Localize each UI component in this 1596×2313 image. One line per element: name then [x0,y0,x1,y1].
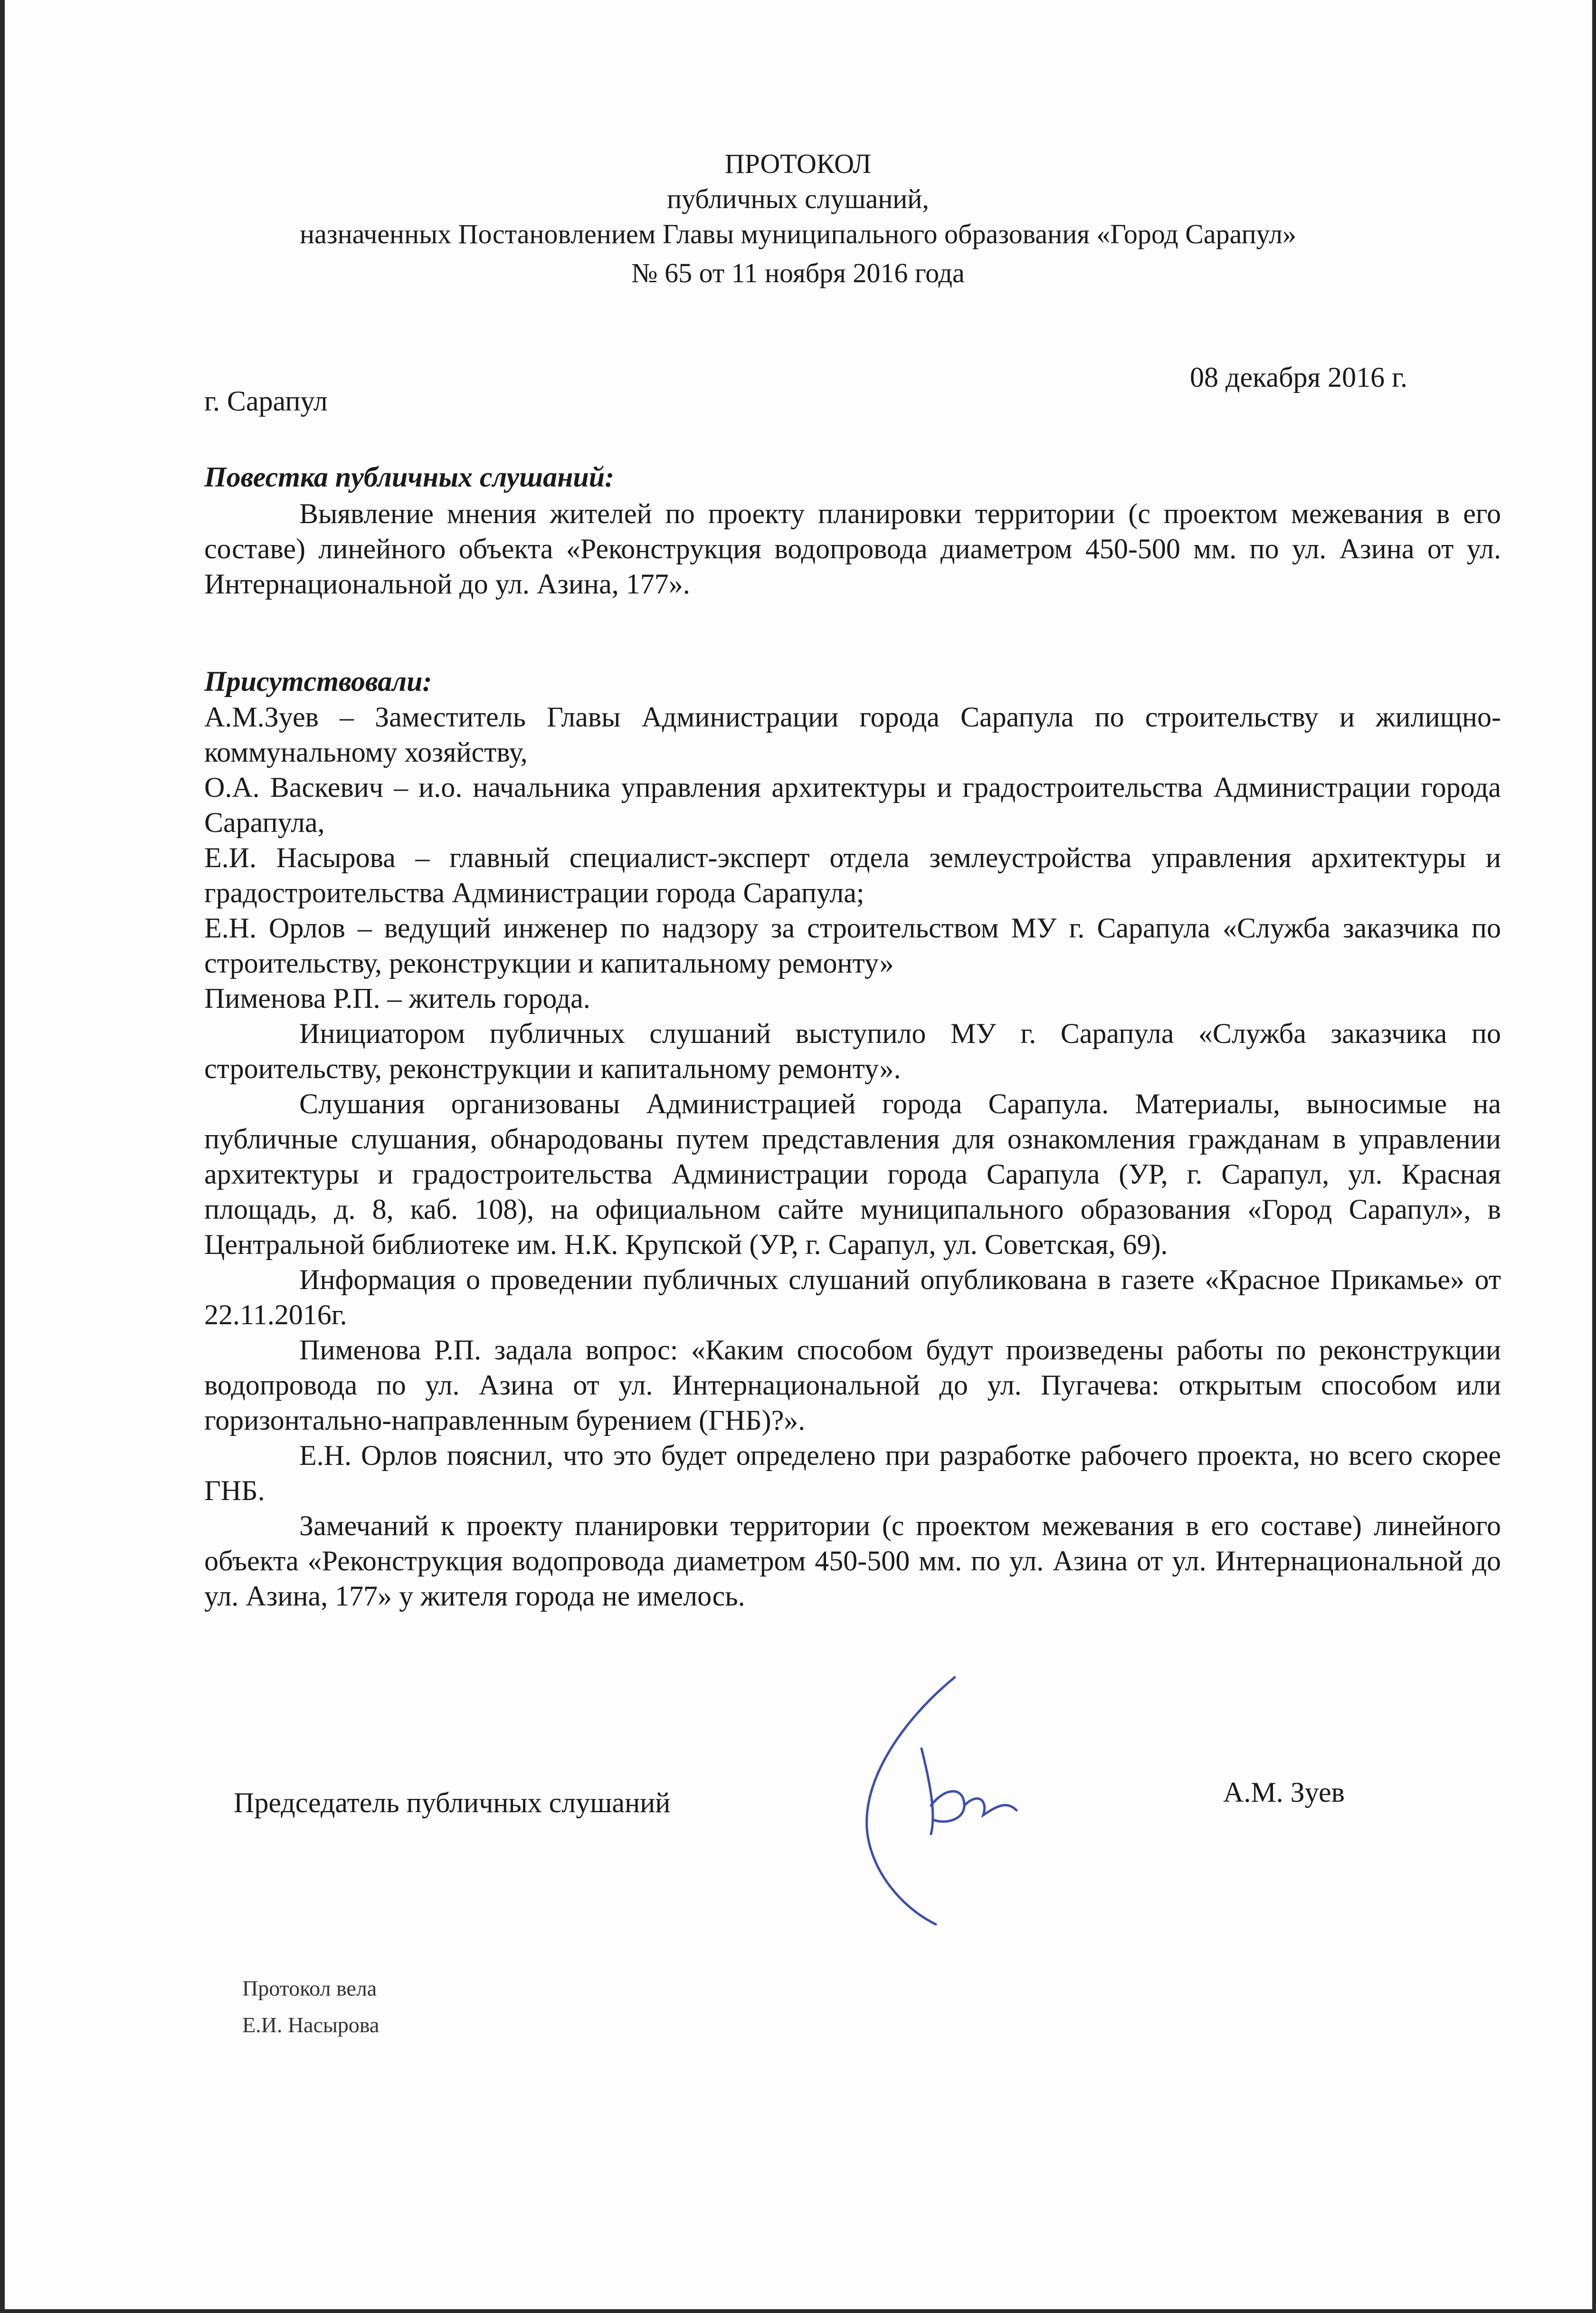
body-paragraph: Е.Н. Орлов пояснил, что это будет определено при разработке рабочего проекта, но всего скорее ГНБ. [204,1440,1501,1506]
attendee-item: Пименова Р.П. – житель города. [204,983,590,1014]
document-subtitle: публичных слушаний, [667,183,929,214]
scan-border-bottom [0,2309,1596,2313]
chair-name: А.М. Зуев [1223,1777,1345,1808]
minutes-kept-label: Протокол вела [242,1976,377,2000]
document-appointed-by: назначенных Постановлением Главы муниципального образования «Город Сарапул» [299,219,1297,249]
body-paragraph: Пименова Р.П. задала вопрос: «Каким способом будут произведены работы по реконструкции водопровода по ул. Азина от ул. Интернациональной до ул. Пугачева: открытым способом или горизонтально-направленным бурением (ГНБ)?». [204,1334,1501,1436]
body-paragraph: Информация о проведении публичных слушаний опубликована в газете «Красное Прикамье» от 22.11.2016г. [204,1264,1501,1330]
chair-label: Председатель публичных слушаний [234,1787,671,1818]
body-paragraph: Инициатором публичных слушаний выступило МУ г. Сарапула «Служба заказчика по строительству, реконструкции и капитальному ремонту». [204,1018,1501,1084]
handwritten-signature [836,1663,1102,1929]
attendee-item: Е.И. Насырова – главный специалист-эксперт отдела землеустройства управления архитектуры и градостроительства Администрации города Сарапула; [204,842,1501,908]
document-number: № 65 от 11 ноября 2016 года [631,258,965,288]
document-title: ПРОТОКОЛ [724,148,872,179]
scan-border-left [0,0,5,2313]
agenda-text: Выявление мнения жителей по проекту планировки территории (с проектом межевания в его составе) линейного объекта «Реконструкция водопровода диаметром 450-500 мм. по ул. Азина от ул. Интернациональной до ул. Азина, 177». [204,498,1501,600]
document-date: 08 декабря 2016 г. [1190,362,1407,393]
agenda-section [204,496,1501,602]
agenda-heading: Повестка публичных слушаний: [204,461,615,493]
body-paragraph: Замечаний к проекту планировки территории (с проектом межевания в его составе) линейного объекта «Реконструкция водопровода диаметром 450-500 мм. по ул. Азина от ул. Интернациональной до ул. Азина, 177» у жителя города не имелось. [204,1510,1501,1612]
attendee-item: А.М.Зуев – Заместитель Главы Администрации города Сарапула по строительству и жилищно-коммунальному хозяйству, [204,701,1501,768]
attendee-item: О.А. Васкевич – и.о. начальника управления архитектуры и градостроительства Администрации города Сарапула, [204,772,1501,838]
body-paragraph: Слушания организованы Администрацией города Сарапула. Материалы, выносимые на публичные слушания, обнародованы путем представления для ознакомления гражданам в управлении архитектуры и градостроительства Администрации города Сарапула (УР, г. Сарапул, ул. Красная площадь, д. 8, каб. 108), на официальном сайте муниципального образования «Город Сарапул», в Центральной библиотеке им. Н.К. Крупской (УР, г. Сарапул, ул. Советская, 69). [204,1088,1501,1260]
attendance-heading: Присутствовали: [204,666,432,697]
attendee-item: Е.Н. Орлов – ведущий инженер по надзору за строительством МУ г. Сарапула «Служба заказчика по строительству, реконструкции и капитальному ремонту» [204,912,1501,979]
scan-border-right [1592,0,1596,2313]
minutes-kept-name: Е.И. Насырова [242,2013,380,2037]
attendance-section [204,699,1501,1614]
document-place: г. Сарапул [204,385,328,417]
